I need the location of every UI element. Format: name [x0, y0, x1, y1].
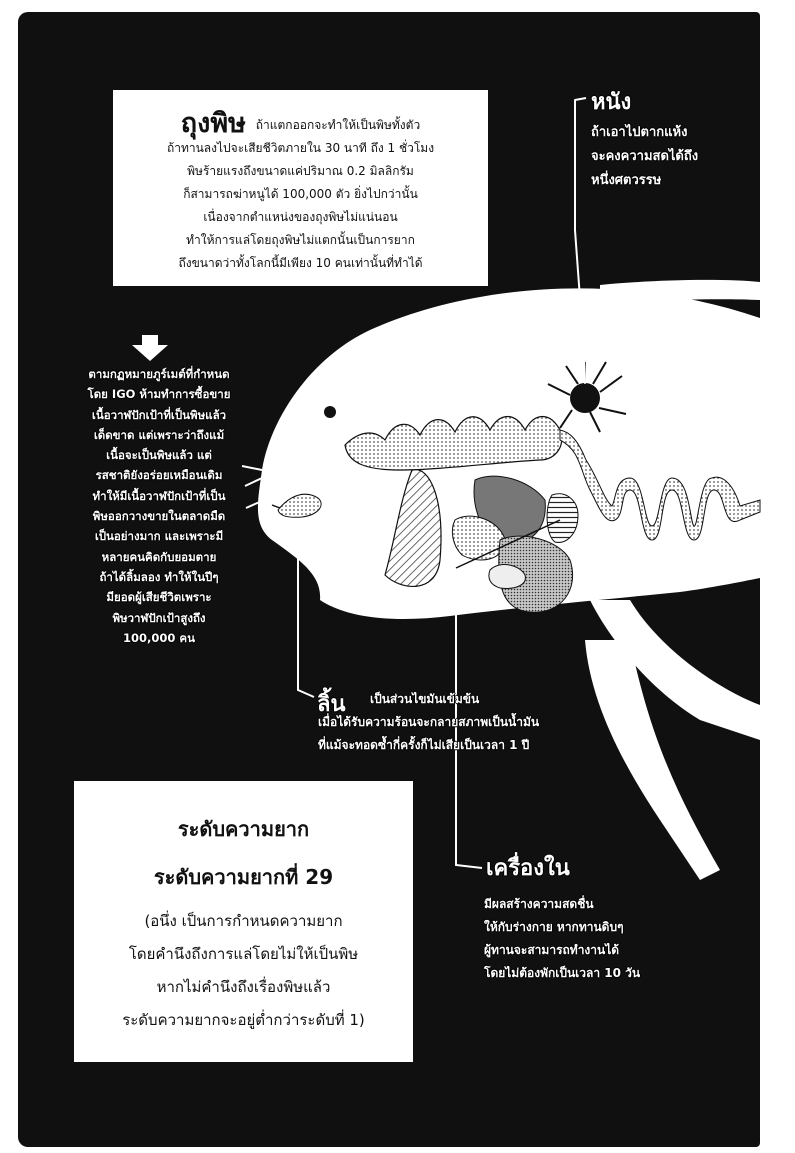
tongue-line: เมื่อได้รับความร้อนจะกลายสภาพเป็นน้ำมัน	[318, 715, 540, 729]
organs-caption	[484, 893, 640, 985]
poison-sac-line: ถ้าแตกออกจะทำให้เป็นพิษทั้งตัว	[255, 118, 421, 132]
law-line: พิษออกวางขายในตลาดมืด	[92, 509, 226, 524]
down-arrow-icon	[132, 335, 168, 361]
skin-title: หนัง	[591, 90, 632, 115]
poison-sac-line: ถ้าทานลงไปจะเสียชีวิตภายใน 30 นาที ถึง 1 ชั่วโมง	[166, 141, 435, 155]
tongue-line: ที่แม้จะทอดซ้ำกี่ครั้งก็ไม่เสียเป็นเวลา 1 ปี	[318, 738, 530, 752]
law-line: เป็นอย่างมาก และเพราะมี	[94, 529, 224, 544]
poison-sac-line: ก็สามารถฆ่าหนูได้ 100,000 ตัว ยิ่งไปกว่านั้น	[183, 187, 418, 201]
organs-line: ผู้ทานจะสามารถทำงานได้	[484, 943, 620, 957]
difficulty-level: ระดับความยากที่ 29	[153, 865, 334, 889]
law-line: เนื้อจะเป็นพิษแล้ว แต่	[106, 448, 212, 463]
poison-sac-title: ถุงพิษ	[180, 108, 246, 139]
law-line: หลายคนคิดกับยอมตาย	[101, 549, 217, 564]
law-line: มียอดผู้เสียชีวิตเพราะ	[106, 590, 212, 605]
law-line: ถ้าได้ลิ้มลอง ทำให้ในปีๆ	[99, 569, 219, 584]
organs-line: โดยไม่ต้องพักเป็นเวลา 10 วัน	[484, 966, 641, 980]
difficulty-line: หากไม่คำนึงถึงเรื่องพิษแล้ว	[156, 978, 331, 996]
poison-sac-caption	[113, 90, 488, 286]
difficulty-box	[74, 781, 413, 1062]
skin-caption	[591, 121, 698, 193]
poison-sac-line: ทำให้การแล่โดยถุงพิษไม่แตกนั้นเป็นการยาก	[186, 233, 415, 247]
difficulty-line: (อนึ่ง เป็นการกำหนดความยาก	[144, 912, 343, 930]
poison-sac-line: ถึงขนาดว่าทั้งโลกนี้มีเพียง 10 คนเท่านั้นที่ทำได้	[178, 256, 423, 270]
skin-line: จะคงความสดได้ถึง	[591, 149, 699, 164]
organs-line: ให้กับร่างกาย หากทานดิบๆ	[484, 920, 624, 934]
poison-sac-line: เนื่องจากตำแหน่งของถุงพิษไม่แน่นอน	[203, 210, 398, 224]
difficulty-heading: ระดับความยาก	[177, 817, 310, 841]
difficulty-line: โดยคำนึงถึงการแล่โดยไม่ให้เป็นพิษ	[128, 945, 359, 963]
law-line: เด็ดขาด แต่เพราะว่าถึงแม้	[93, 427, 225, 442]
skin-line: ถ้าเอาไปตากแห้ง	[591, 125, 688, 140]
law-line: พิษวาฬปักเป้าสูงถึง	[112, 610, 206, 625]
difficulty-line: ระดับความยากจะอยู่ต่ำกว่าระดับที่ 1)	[122, 1011, 365, 1029]
top-fin	[600, 280, 760, 303]
law-line: รสชาติยังอร่อยเหมือนเดิม	[95, 468, 223, 483]
tongue-caption	[318, 688, 539, 757]
poison-sac-line: พิษร้ายแรงถึงขนาดแค่ปริมาณ 0.2 มิลลิกรัม	[187, 164, 414, 178]
tongue-line: เป็นส่วนไขมันเข้มข้น	[370, 692, 480, 706]
tongue-title: ลิ้น	[317, 692, 346, 717]
skin-line: หนึ่งศตวรรษ	[591, 173, 662, 188]
law-line: ทำให้มีเนื้อวาฬปักเป้าที่เป็น	[92, 488, 226, 503]
law-line: เนื้อวาฬปักเป้าที่เป็นพิษแล้ว	[91, 407, 227, 422]
law-line: 100,000 คน	[123, 630, 195, 645]
difficulty-note	[74, 905, 413, 1037]
eye	[324, 406, 336, 418]
law-line: ตามกฏหมายภูร์เมต์ที่กำหนด	[88, 367, 230, 381]
law-line: โดย IGO ห้ามทำการซื้อขาย	[87, 387, 231, 402]
organs-title: เครื่องใน	[486, 856, 570, 881]
organs-line: มีผลสร้างความสดชื่น	[484, 897, 594, 911]
law-caption	[56, 364, 262, 648]
